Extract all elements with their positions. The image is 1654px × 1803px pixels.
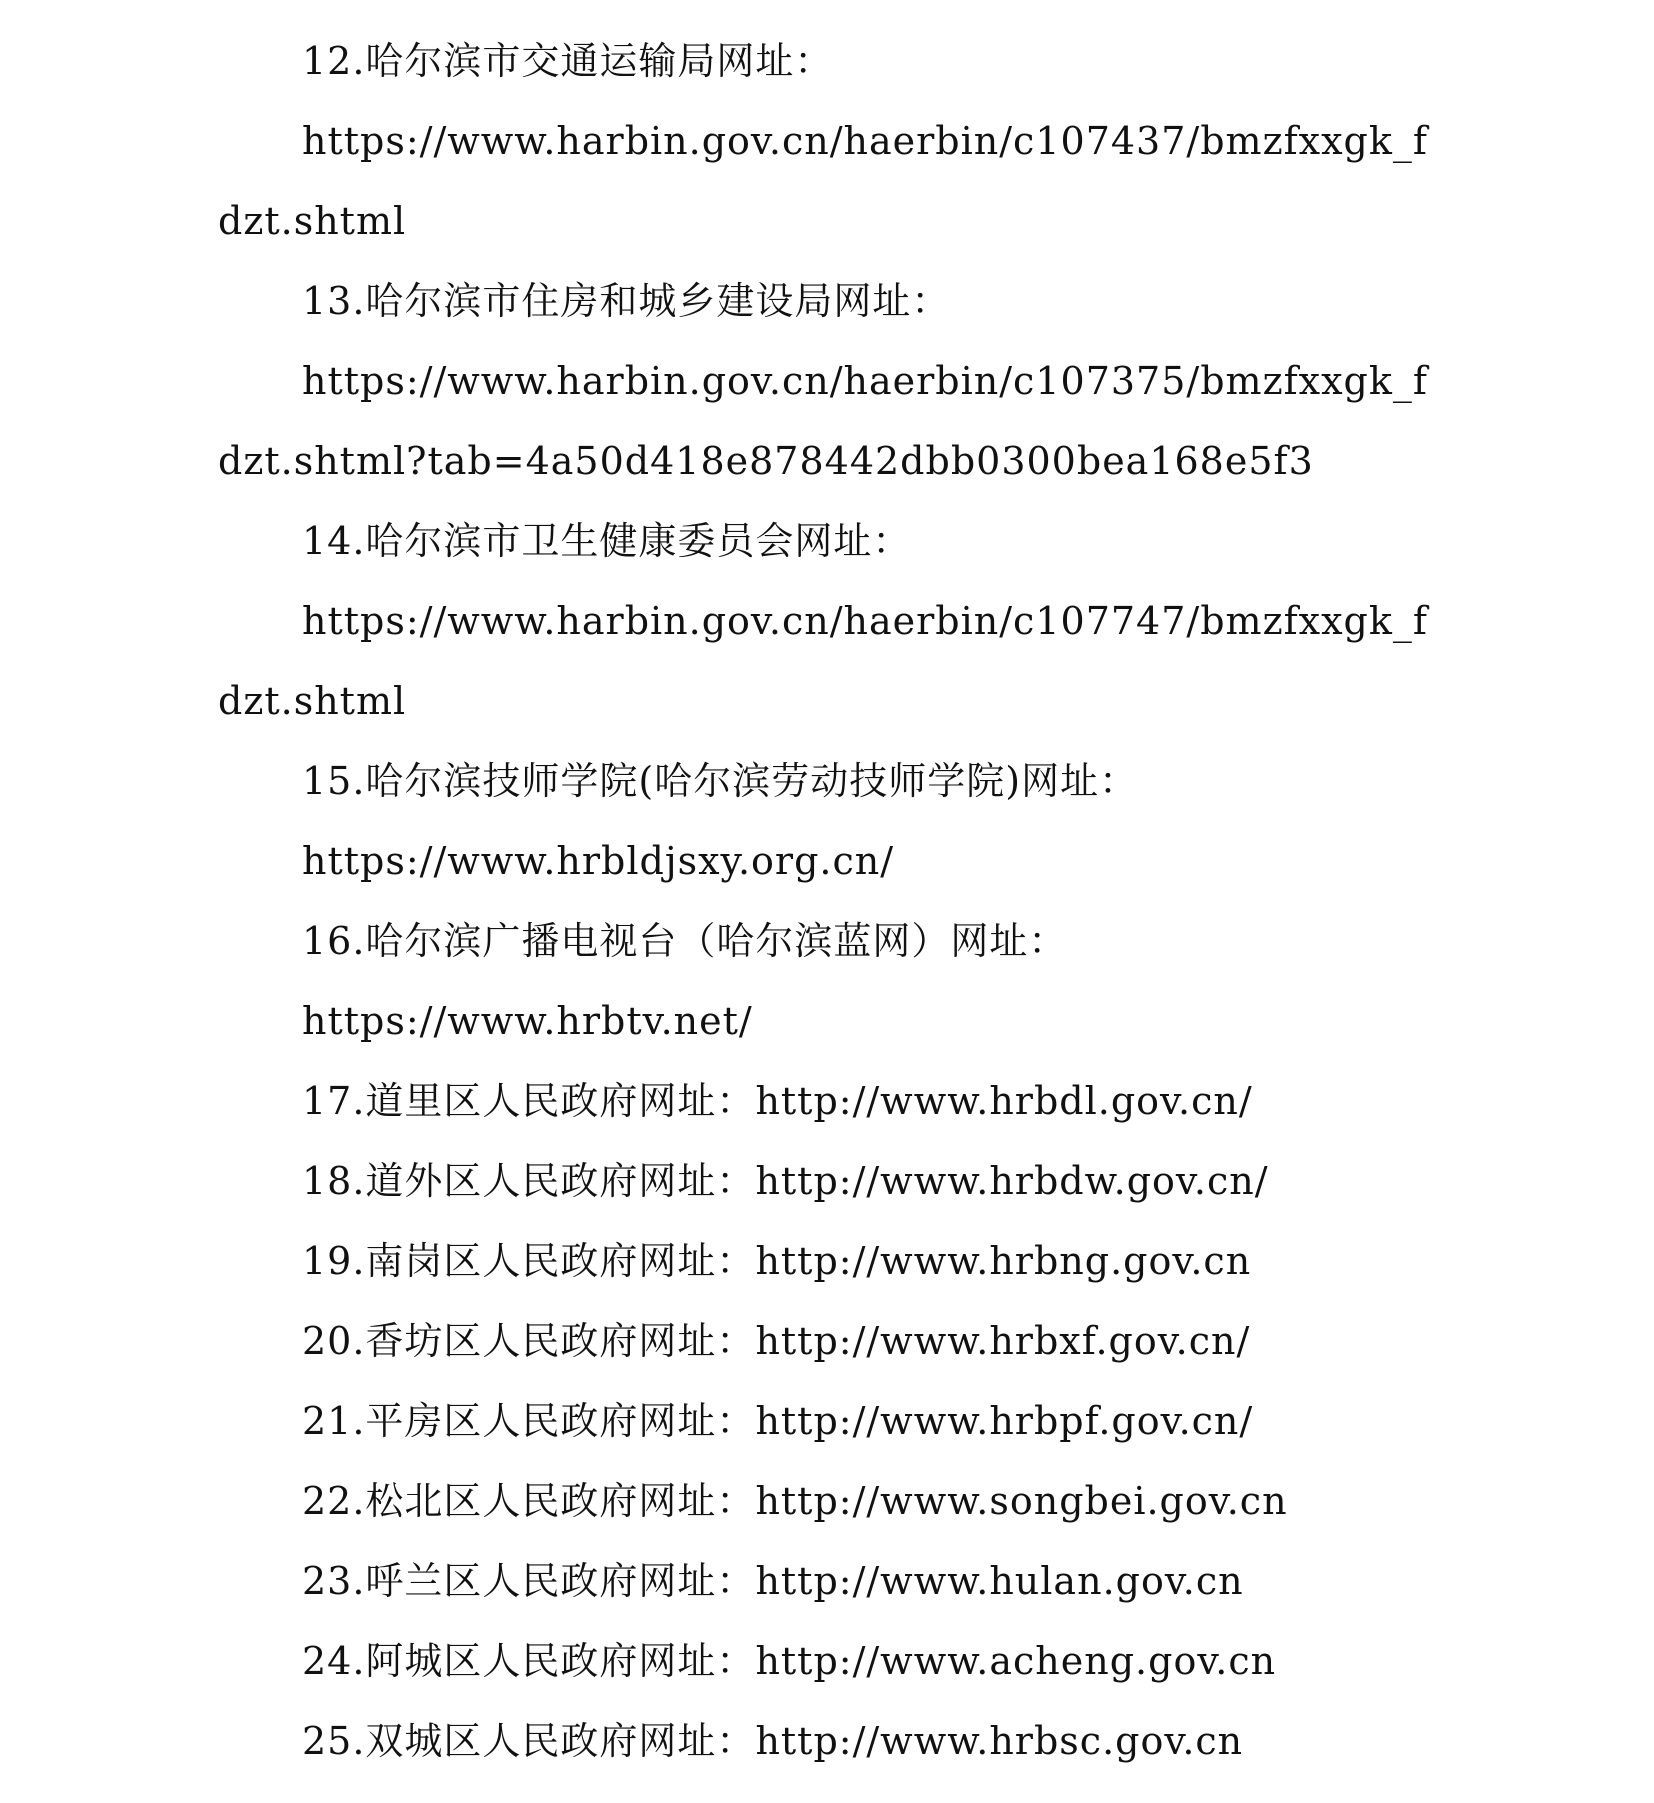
entry-13-url-line1[interactable]: https://www.harbin.gov.cn/haerbin/c107375/bmzfxxgk_f xyxy=(302,359,1428,403)
entry-22-url[interactable]: http://www.songbei.gov.cn xyxy=(755,1479,1288,1523)
entry-23-url[interactable]: http://www.hulan.gov.cn xyxy=(755,1559,1244,1603)
entry-21 xyxy=(302,1398,1253,1444)
entry-18-url[interactable]: http://www.hrbdw.gov.cn/ xyxy=(755,1159,1269,1203)
entry-20-label: 20.香坊区人民政府网址： xyxy=(302,1319,756,1363)
entry-17-label: 17.道里区人民政府网址： xyxy=(302,1079,756,1123)
entry-16-label: 16.哈尔滨广播电视台（哈尔滨蓝网）网址： xyxy=(302,919,1068,963)
entry-15-url[interactable]: https://www.hrbldjsxy.org.cn/ xyxy=(302,839,895,883)
entry-12-url-line2[interactable]: dzt.shtml xyxy=(218,199,407,243)
entry-24 xyxy=(302,1638,1276,1684)
entry-24-label: 24.阿城区人民政府网址： xyxy=(302,1639,756,1683)
entry-14-url-line1[interactable]: https://www.harbin.gov.cn/haerbin/c107747/bmzfxxgk_f xyxy=(302,599,1428,643)
entry-23 xyxy=(302,1558,1244,1604)
entry-13-url-line2[interactable]: dzt.shtml?tab=4a50d418e878442dbb0300bea168e5f3 xyxy=(218,439,1314,483)
entry-19-label: 19.南岗区人民政府网址： xyxy=(302,1239,756,1283)
entry-16-url[interactable]: https://www.hrbtv.net/ xyxy=(302,999,753,1043)
entry-13-label: 13.哈尔滨市住房和城乡建设局网址： xyxy=(302,279,951,323)
entry-12-url-line1[interactable]: https://www.harbin.gov.cn/haerbin/c107437/bmzfxxgk_f xyxy=(302,119,1428,163)
entry-24-url[interactable]: http://www.acheng.gov.cn xyxy=(755,1639,1277,1683)
entry-21-label: 21.平房区人民政府网址： xyxy=(302,1399,756,1443)
entry-20-url[interactable]: http://www.hrbxf.gov.cn/ xyxy=(755,1319,1251,1363)
entry-23-label: 23.呼兰区人民政府网址： xyxy=(302,1559,756,1603)
entry-25 xyxy=(302,1718,1243,1764)
entry-15-label: 15.哈尔滨技师学院(哈尔滨劳动技师学院)网址： xyxy=(302,759,1139,803)
entry-12-label: 12.哈尔滨市交通运输局网址： xyxy=(302,39,834,83)
entry-17-url[interactable]: http://www.hrbdl.gov.cn/ xyxy=(755,1079,1253,1123)
entry-20 xyxy=(302,1318,1250,1364)
entry-22 xyxy=(302,1478,1288,1524)
entry-14-label: 14.哈尔滨市卫生健康委员会网址： xyxy=(302,519,912,563)
entry-21-url[interactable]: http://www.hrbpf.gov.cn/ xyxy=(755,1399,1254,1443)
entry-19-url[interactable]: http://www.hrbng.gov.cn xyxy=(755,1239,1252,1283)
entry-25-label: 25.双城区人民政府网址： xyxy=(302,1719,756,1763)
entry-25-url[interactable]: http://www.hrbsc.gov.cn xyxy=(755,1719,1244,1763)
entry-14-url-line2[interactable]: dzt.shtml xyxy=(218,679,407,723)
entry-18 xyxy=(302,1158,1269,1204)
entry-22-label: 22.松北区人民政府网址： xyxy=(302,1479,756,1523)
entry-18-label: 18.道外区人民政府网址： xyxy=(302,1159,756,1203)
entry-17 xyxy=(302,1078,1253,1124)
entry-19 xyxy=(302,1238,1251,1284)
